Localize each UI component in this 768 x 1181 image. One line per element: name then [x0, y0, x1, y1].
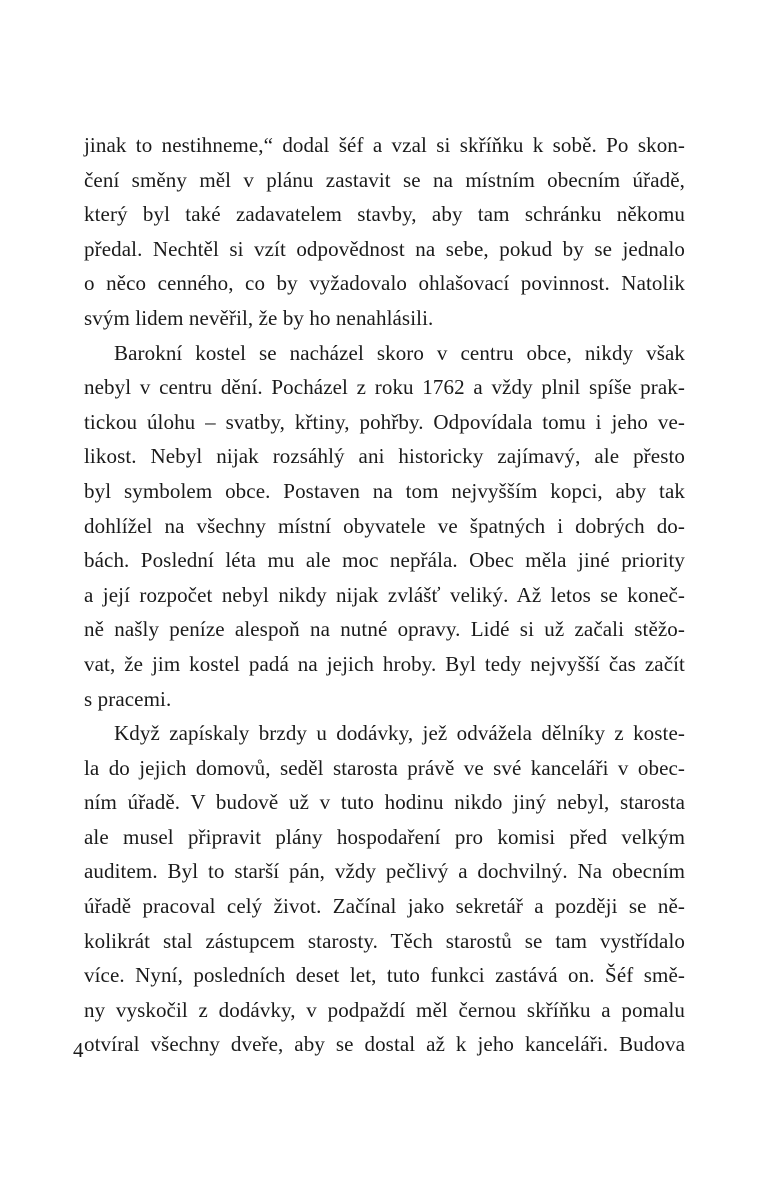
text-line: otvíral všechny dveře, aby se dostal až k jeho kanceláři. Budova	[84, 1032, 685, 1057]
text-line: ale musel připravit plány hospodaření pro komisi před velkým	[84, 824, 685, 849]
body-text	[84, 128, 685, 1062]
text-line: likost. Nebyl nijak rozsáhlý ani historicky zajímavý, ale přesto	[84, 444, 685, 469]
text-line: ním úřadě. V budově už v tuto hodinu nikdo jiný nebyl, starosta	[84, 790, 685, 815]
text-line: který byl také zadavatelem stavby, aby tam schránku někomu	[84, 202, 685, 227]
text-line: jinak to nestihneme,“ dodal šéf a vzal si skříňku k sobě. Po skon-	[84, 133, 685, 157]
text-line: nebyl v centru dění. Pocházel z roku 1762 a vždy plnil spíše prak-	[84, 375, 685, 400]
text-line: byl symbolem obce. Postaven na tom nejvyšším kopci, aby tak	[84, 478, 685, 503]
text-line: ně našly peníze alespoň na nutné opravy. Lidé si už začali stěžo-	[84, 617, 685, 642]
text-line: více. Nyní, posledních deset let, tuto funkci zastává on. Šéf smě-	[84, 963, 685, 988]
text-line: Když zapískaly brzdy u dodávky, jež odvážela dělníky z koste-	[114, 721, 685, 746]
text-line: o něco cenného, co by vyžadovalo ohlašovací povinnost. Natolik	[84, 271, 685, 296]
text-line: tickou úlohu – svatby, křtiny, pohřby. Odpovídala tomu i jeho ve-	[84, 409, 685, 434]
text-line: vat, že jim kostel padá na jejich hroby. Byl tedy nejvyšší čas začít	[84, 651, 685, 676]
text-line: a její rozpočet nebyl nikdy nijak zvlášť veliký. Až letos se koneč-	[84, 582, 685, 607]
text-line: la do jejich domovů, seděl starosta právě ve své kanceláři v obec-	[84, 755, 685, 780]
text-line: dohlížel na všechny místní obyvatele ve špatných i dobrých do-	[84, 513, 685, 538]
text-line: s pracemi.	[84, 686, 172, 711]
page-number: 4	[73, 1038, 84, 1062]
text-line: bách. Poslední léta mu ale moc nepřála. Obec měla jiné priority	[84, 548, 685, 573]
text-line: úřadě pracoval celý život. Začínal jako sekretář a později se ně-	[84, 894, 685, 919]
text-line: svým lidem nevěřil, že by ho nenahlásili.	[84, 305, 434, 330]
text-line: ny vyskočil z dodávky, v podpaždí měl černou skříňku a pomalu	[84, 997, 685, 1022]
text-line: předal. Nechtěl si vzít odpovědnost na sebe, pokud by se jednalo	[84, 236, 685, 261]
text-line: kolikrát stal zástupcem starosty. Těch starostů se tam vystřídalo	[84, 928, 685, 953]
text-line: čení směny měl v plánu zastavit se na místním obecním úřadě,	[84, 167, 685, 192]
text-line: auditem. Byl to starší pán, vždy pečlivý a dochvilný. Na obecním	[84, 859, 685, 884]
text-line: Barokní kostel se nacházel skoro v centru obce, nikdy však	[114, 340, 685, 365]
